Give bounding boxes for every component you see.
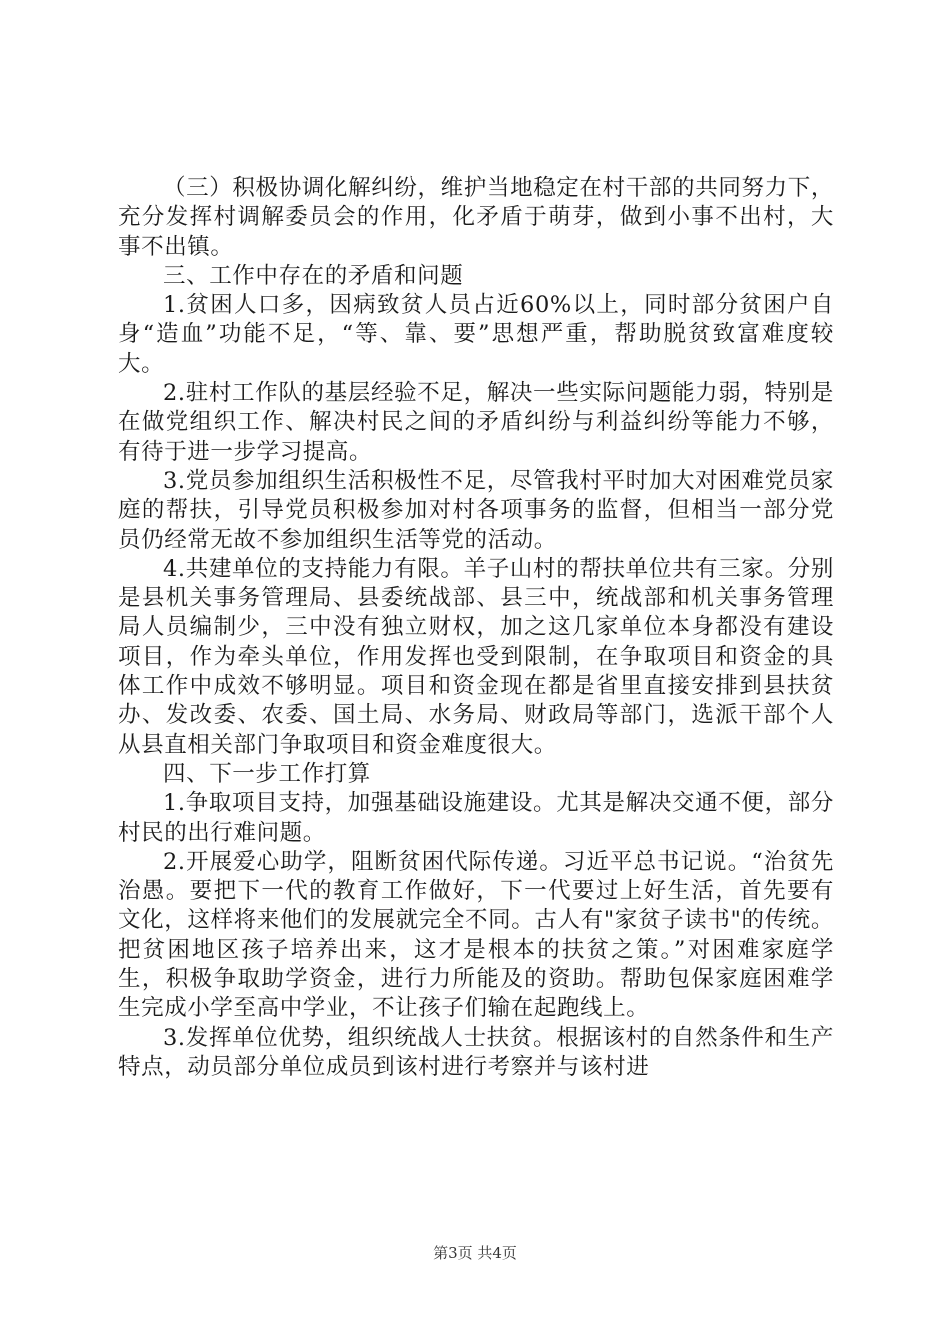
paragraph-problem-3: 3.党员参加组织生活积极性不足，尽管我村平时加大对困难党员家庭的帮扶，引导党员积极参加对村各项事务的监督，但相当一部分党员仍经常无故不参加组织生活等党的活动。 bbox=[118, 467, 834, 553]
section-heading-next-steps: 四、下一步工作打算 bbox=[163, 760, 371, 787]
paragraph-plan-2: 2.开展爱心助学，阻断贫困代际传递。习近平总书记说。“治贫先治愚。要把下一代的教育工作做好，下一代要过上好生活，首先要有文化，这样将来他们的发展就完全不同。古人有"家贫子读书"的传统。把贫困地区孩子培养出来，这才是根本的扶贫之策。”对困难家庭学生，积极争取助学资金，进行力所能及的资助。帮助包保家庭困难学生完成小学至高中学业，不让孩子们输在起跑线上。 bbox=[118, 848, 834, 1022]
paragraph-dispute-mediation: （三）积极协调化解纠纷，维护当地稳定在村干部的共同努力下，充分发挥村调解委员会的作用，化矛盾于萌芽，做到小事不出村，大事不出镇。 bbox=[118, 175, 834, 260]
section-heading-problems: 三、工作中存在的矛盾和问题 bbox=[163, 262, 464, 289]
document-body bbox=[118, 174, 834, 1082]
paragraph-plan-1: 1.争取项目支持，加强基础设施建设。尤其是解决交通不便，部分村民的出行难问题。 bbox=[118, 790, 834, 846]
paragraph-plan-3: 3.发挥单位优势，组织统战人士扶贫。根据该村的自然条件和生产特点，动员部分单位成员到该村进行考察并与该村进 bbox=[118, 1024, 834, 1080]
paragraph-problem-2: 2.驻村工作队的基层经验不足，解决一些实际问题能力弱，特别是在做党组织工作、解决村民之间的矛盾纠纷与利益纠纷等能力不够，有待于进一步学习提高。 bbox=[118, 380, 834, 465]
paragraph-problem-1: 1.贫困人口多，因病致贫人员占近60%以上，同时部分贫困户自身“造血”功能不足，“等、靠、要”思想严重，帮助脱贫致富难度较大。 bbox=[118, 292, 834, 377]
page-number-footer: 第3页 共4页 bbox=[433, 1244, 517, 1262]
paragraph-problem-4: 4.共建单位的支持能力有限。羊子山村的帮扶单位共有三家。分别是县机关事务管理局、县委统战部、县三中，统战部和机关事务管理局人员编制少，三中没有独立财权，加之这几家单位本身都没有建设项目，作为牵头单位，作用发挥也受到限制，在争取项目和资金的具体工作中成效不够明显。项目和资金现在都是省里直接安排到县扶贫办、发改委、农委、国土局、水务局、财政局等部门，选派干部个人从县直相关部门争取项目和资金难度很大。 bbox=[118, 555, 834, 758]
